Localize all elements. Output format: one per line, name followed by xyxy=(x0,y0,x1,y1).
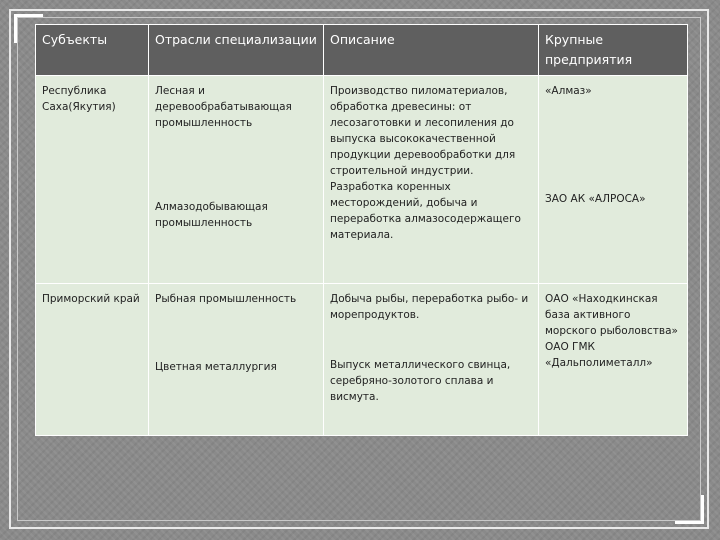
description-text: Добыча рыбы, переработка рыбо- и морепродуктов. xyxy=(330,292,529,321)
cell-industries xyxy=(149,283,324,435)
header-description: Описание xyxy=(324,25,539,76)
frame-corner-bottom-right xyxy=(675,495,704,524)
cell-enterprises xyxy=(539,76,688,284)
industry-text: Цветная металлургия xyxy=(155,360,277,373)
cell-subject xyxy=(36,76,149,284)
enterprise-text: ЗАО АК «АЛРОСА» xyxy=(545,193,646,205)
subject-name: Приморский край xyxy=(42,292,140,305)
header-enterprises: Крупные предприятия xyxy=(539,25,688,76)
table-container xyxy=(35,24,687,436)
enterprise-text: ОАО ГМК «Дальполиметалл» xyxy=(545,340,653,369)
description-text: Производство пиломатериалов, обработка древесины: от лесозаготовки и лесопиления до выпуска высококачественной продукции деревообработки для строительной индустрии. xyxy=(330,85,516,177)
industry-text: Рыбная промышленность xyxy=(155,292,297,305)
cell-industries xyxy=(149,76,324,284)
table-row xyxy=(36,76,688,284)
industry-text: Лесная и деревообрабатывающая промышленность xyxy=(155,85,292,129)
cell-subject xyxy=(36,283,149,435)
description-text: Выпуск металлического свинца, серебряно-золотого сплава и висмута. xyxy=(330,358,511,403)
cell-description xyxy=(324,283,539,435)
industry-text: Алмазодобывающая промышленность xyxy=(155,201,268,229)
header-industries: Отрасли специализации xyxy=(149,25,324,76)
industries-table xyxy=(35,24,688,436)
table-row xyxy=(36,283,688,435)
table-header-row xyxy=(36,25,688,76)
enterprise-text: ОАО «Находкинская база активного морского рыболовства» xyxy=(545,292,678,337)
cell-enterprises xyxy=(539,283,688,435)
header-subjects: Субъекты xyxy=(36,25,149,76)
enterprise-text: «Алмаз» xyxy=(545,85,592,97)
cell-description xyxy=(324,76,539,284)
subject-name: Республика Саха(Якутия) xyxy=(42,85,116,113)
description-text: Разработка коренных месторождений, добыча и переработка алмазосодержащего материала. xyxy=(330,181,521,241)
